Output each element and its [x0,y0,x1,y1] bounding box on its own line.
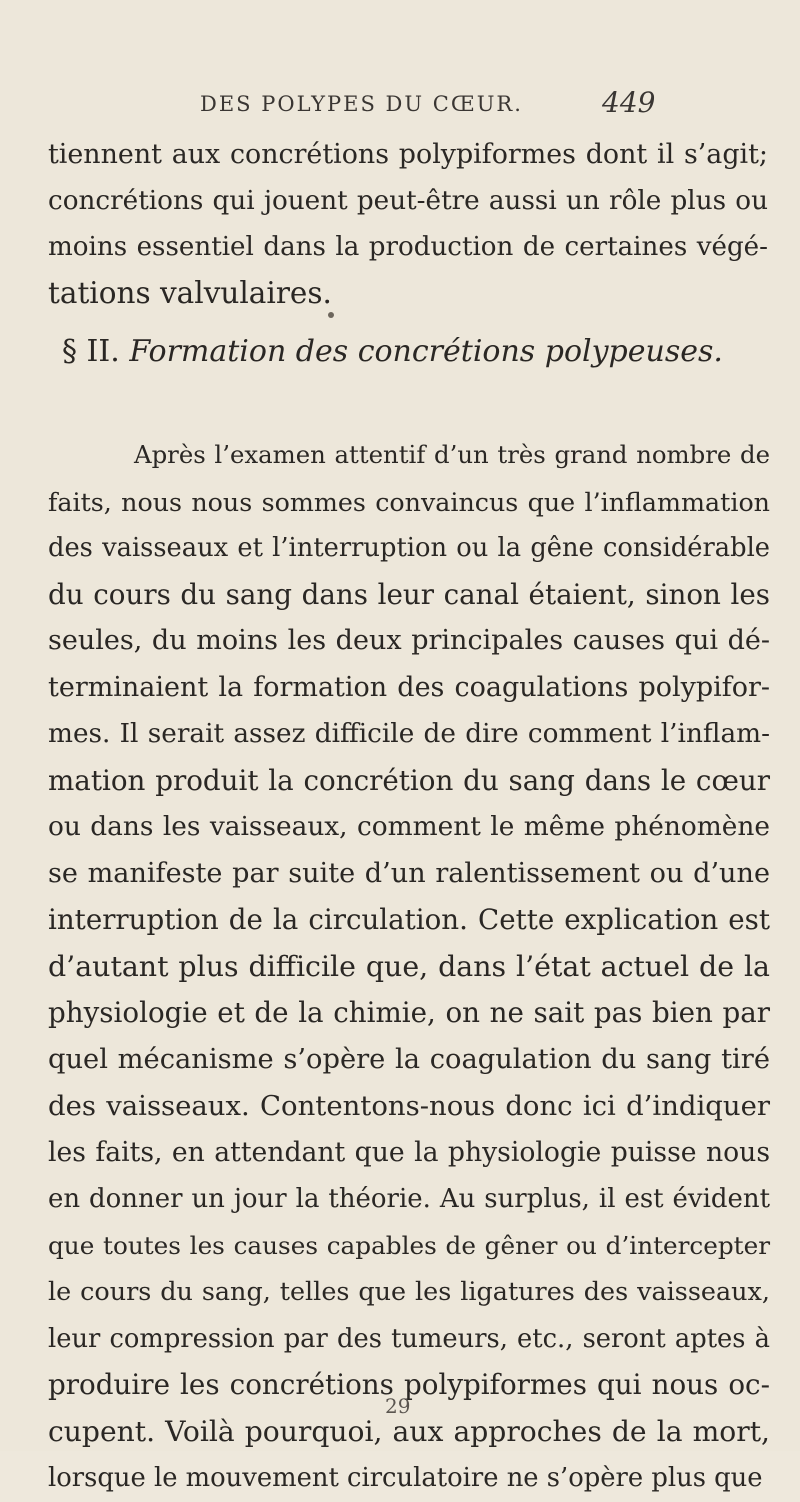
text-line: quel mécanisme s’opère la coagulation du sang tiré [48,1043,770,1075]
section-number: § II. [62,334,120,369]
text-line: des vaisseaux. Contentons-nous donc ici d’indiquer [48,1090,770,1122]
text-line: Après l’examen attentif d’un très grand nombre de [134,440,770,469]
text-line: tiennent aux concrétions polypiformes dont il s’agit; [48,139,768,170]
text-line: faits, nous nous sommes convaincus que l’inflammation [48,486,770,517]
text-line: cupent. Voilà pourquoi, aux approches de la mort, [48,1414,770,1448]
text-line: interruption de la circulation. Cette explication est [48,903,770,936]
printer-signature: 29 [385,1394,411,1418]
text-line: concrétions qui jouent peut-être aussi un rôle plus ou [48,186,768,216]
text-line: du cours du sang dans leur canal étaient, sinon les [48,577,770,611]
text-line: se manifeste par suite d’un ralentissement ou d’une [48,857,770,889]
section-title: Formation des concrétions polypeuses. [129,334,723,369]
paragraph-2 [48,432,770,1502]
text-line: en donner un jour la théorie. Au surplus, il est évident [48,1184,770,1214]
text-line: les faits, en attendant que la physiologie puisse nous [48,1136,770,1168]
text-line: seules, du moins les deux principales causes qui dé- [48,625,770,656]
text-line: produire les concrétions polypiformes qui nous oc- [48,1368,770,1401]
text-line: leur compression par des tumeurs, etc., seront aptes à [48,1323,770,1354]
text-line: d’autant plus difficile que, dans l’état actuel de la [48,949,770,983]
text-line: le cours du sang, telles que les ligatures des vaisseaux, [48,1277,770,1307]
text-line: mes. Il serait assez difficile de dire comment l’inflam- [48,719,770,749]
text-line: lorsque le mouvement circulatoire ne s’opère plus que [48,1463,763,1493]
running-title: DES POLYPES DU CŒUR. [200,92,523,116]
section-heading [62,334,723,369]
text-line: physiologie et de la chimie, on ne sait pas bien par [48,996,770,1029]
text-line: terminaient la formation des coagulations polypifor- [48,671,770,703]
text-line: ou dans les vaisseaux, comment le même phénomène [48,812,770,842]
text-line: des vaisseaux et l’interruption ou la gêne considérable [48,533,770,563]
text-line: moins essentiel dans la production de certaines végé- [48,232,768,262]
text-line: tations valvulaires. [48,276,332,310]
page-number: 449 [602,86,656,119]
paragraph-1 [48,132,768,316]
text-line: que toutes les causes capables de gêner ou d’intercepter [48,1230,770,1260]
text-line: mation produit la concrétion du sang dans le cœur [48,763,770,797]
ink-speck [328,312,334,318]
